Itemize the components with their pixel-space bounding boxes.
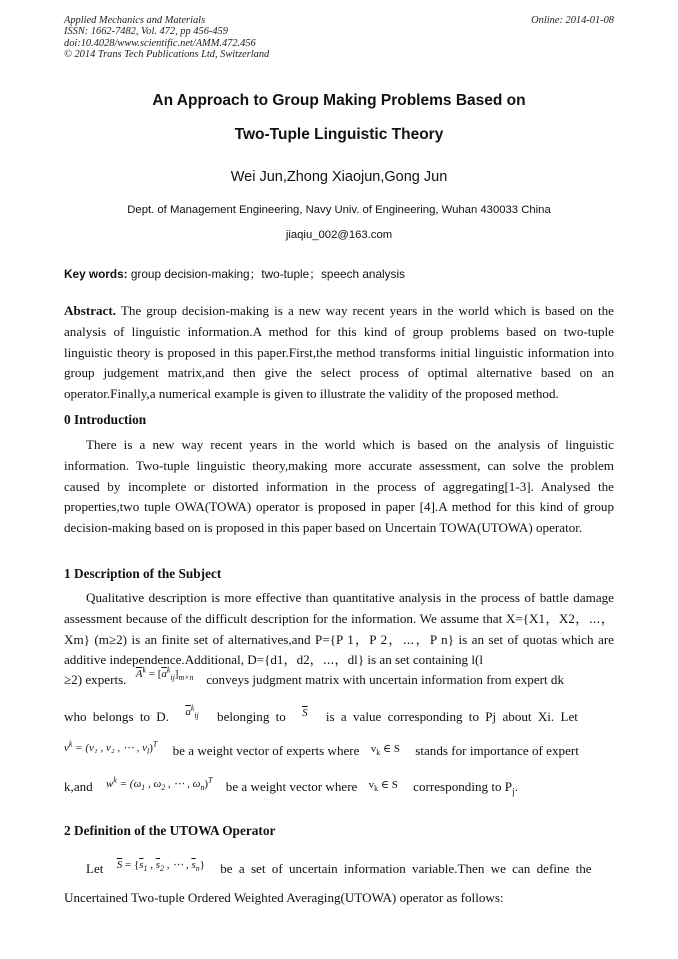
description-line-6 — [64, 739, 614, 760]
paper-title-line-1: An Approach to Group Making Problems Based on — [152, 92, 526, 109]
copyright-line: © 2014 Trans Tech Publications Ltd, Switzerland — [64, 49, 270, 60]
doi-line: doi:10.4028/www.scientific.net/AMM.472.456 — [64, 38, 256, 49]
issn-line: ISSN: 1662-7482, Vol. 472, pp 456-459 — [64, 26, 228, 37]
journal-name: Applied Mechanics and Materials — [64, 15, 206, 26]
keywords-text: group decision-making；two-tuple；speech analysis — [130, 267, 405, 281]
keywords-label: Key words: — [64, 267, 128, 281]
description-line-7 — [64, 775, 614, 798]
paper-title-line-2: Two-Tuple Linguistic Theory — [234, 126, 444, 143]
description-line-5-a: who belongs to D. — [64, 709, 170, 724]
utowa-line-2: Uncertained Two-tuple Ordered Weighted Averaging(UTOWA) operator as follows: — [64, 890, 504, 905]
description-line-7-c: corresponding to $P_j$. — [413, 779, 518, 798]
keywords — [64, 265, 405, 282]
authors: Wei Jun,Zhong Xiaojun,Gong Jun — [230, 169, 448, 185]
abstract-label: Abstract. — [64, 303, 116, 318]
description-line-6-a: be a weight vector of experts where — [172, 743, 360, 758]
description-line-6-b: stands for importance of expert — [415, 743, 579, 758]
formula-vk-in-s-2: vk ∈ S — [368, 779, 398, 794]
section-heading-utowa: 2 Definition of the UTOWA Operator — [64, 823, 276, 838]
utowa-let: Let — [86, 861, 104, 876]
description-line-4-end: conveys judgment matrix with uncertain information from expert dk — [206, 672, 565, 687]
introduction-paragraph: There is a new way recent years in the world which is based on the analysis of linguistic information. Two-tuple linguistic theory,making more accurate assessment, can solve the problem caused by incomplete or distorted information in the process of aggregating[1-3]. Analysed the properties,two tuple OWA(TOWA) operator is proposed in paper [4].A method for this kind of group decision-making based on is proposed in this paper based on Uncertain TOWA(UTOWA) operator. — [64, 437, 614, 536]
formula-a-ij: akij — [185, 703, 199, 721]
formula-quota-weight-vector: wk = (ω1 , ω2 , ⋯ , ωn)T — [106, 775, 213, 793]
online-date: Online: 2014-01-08 — [531, 15, 614, 26]
description-line-7-b: be a weight vector where — [225, 779, 358, 794]
description-paragraph: Qualitative description is more effective than quantitative analysis in the process of battle damage assessment because of the difficult description for the information. We assume that X={X1，X2，⋯，Xm} (m≥2) is an finite set of alternatives,and P={P 1，P 2，⋯，P n} is an set of quotas which are additive independence.Additional, D={d1，d2，⋯，dl} is an set containing l(l — [64, 590, 614, 668]
formula-s-set: S = {s1 , s2 , ⋯ , sn} — [116, 859, 205, 874]
section-heading-description: 1 Description of the Subject — [64, 566, 222, 581]
utowa-line-1 — [86, 861, 614, 878]
formula-vk-in-s-1: vk ∈ S — [370, 743, 400, 758]
utowa-line-1-end: be a set of uncertain information variable.Then we can define the — [220, 861, 592, 876]
description-line-4-start: ≥2) experts. — [64, 672, 127, 687]
abstract-text: The group decision-making is a new way recent years in the world which is based on the analysis of linguistic information.A method for this kind of group problems based on two-tuple linguistic theory is proposed in this paper.First,the method transforms initial linguistic information into group judgement matrix,and then give the select process of optimal alternative based on an operator.Finally,a numerical example is given to illustrate the validity of the proposed method. — [64, 303, 614, 402]
affiliation: Dept. of Management Engineering, Navy Univ. of Engineering, Wuhan 430033 China — [127, 204, 551, 216]
formula-s-tilde: S — [302, 707, 308, 719]
description-line-7-a: k,and — [64, 779, 93, 794]
description-line-5-c: is a value corresponding to Pj about Xi. Let — [325, 709, 578, 724]
email: jiaqiu_002@163.com — [285, 229, 393, 241]
section-heading-introduction: 0 Introduction — [64, 412, 147, 427]
description-line-4 — [64, 665, 614, 689]
formula-expert-weight-vector: vk = (v₁ , v₂ , ⋯ , vl)T — [64, 739, 158, 757]
description-line-5 — [64, 703, 614, 726]
description-line-5-b: belonging to — [217, 709, 286, 724]
abstract — [64, 301, 614, 405]
formula-judgment-matrix: Ak = [akij]m×n — [135, 665, 194, 683]
